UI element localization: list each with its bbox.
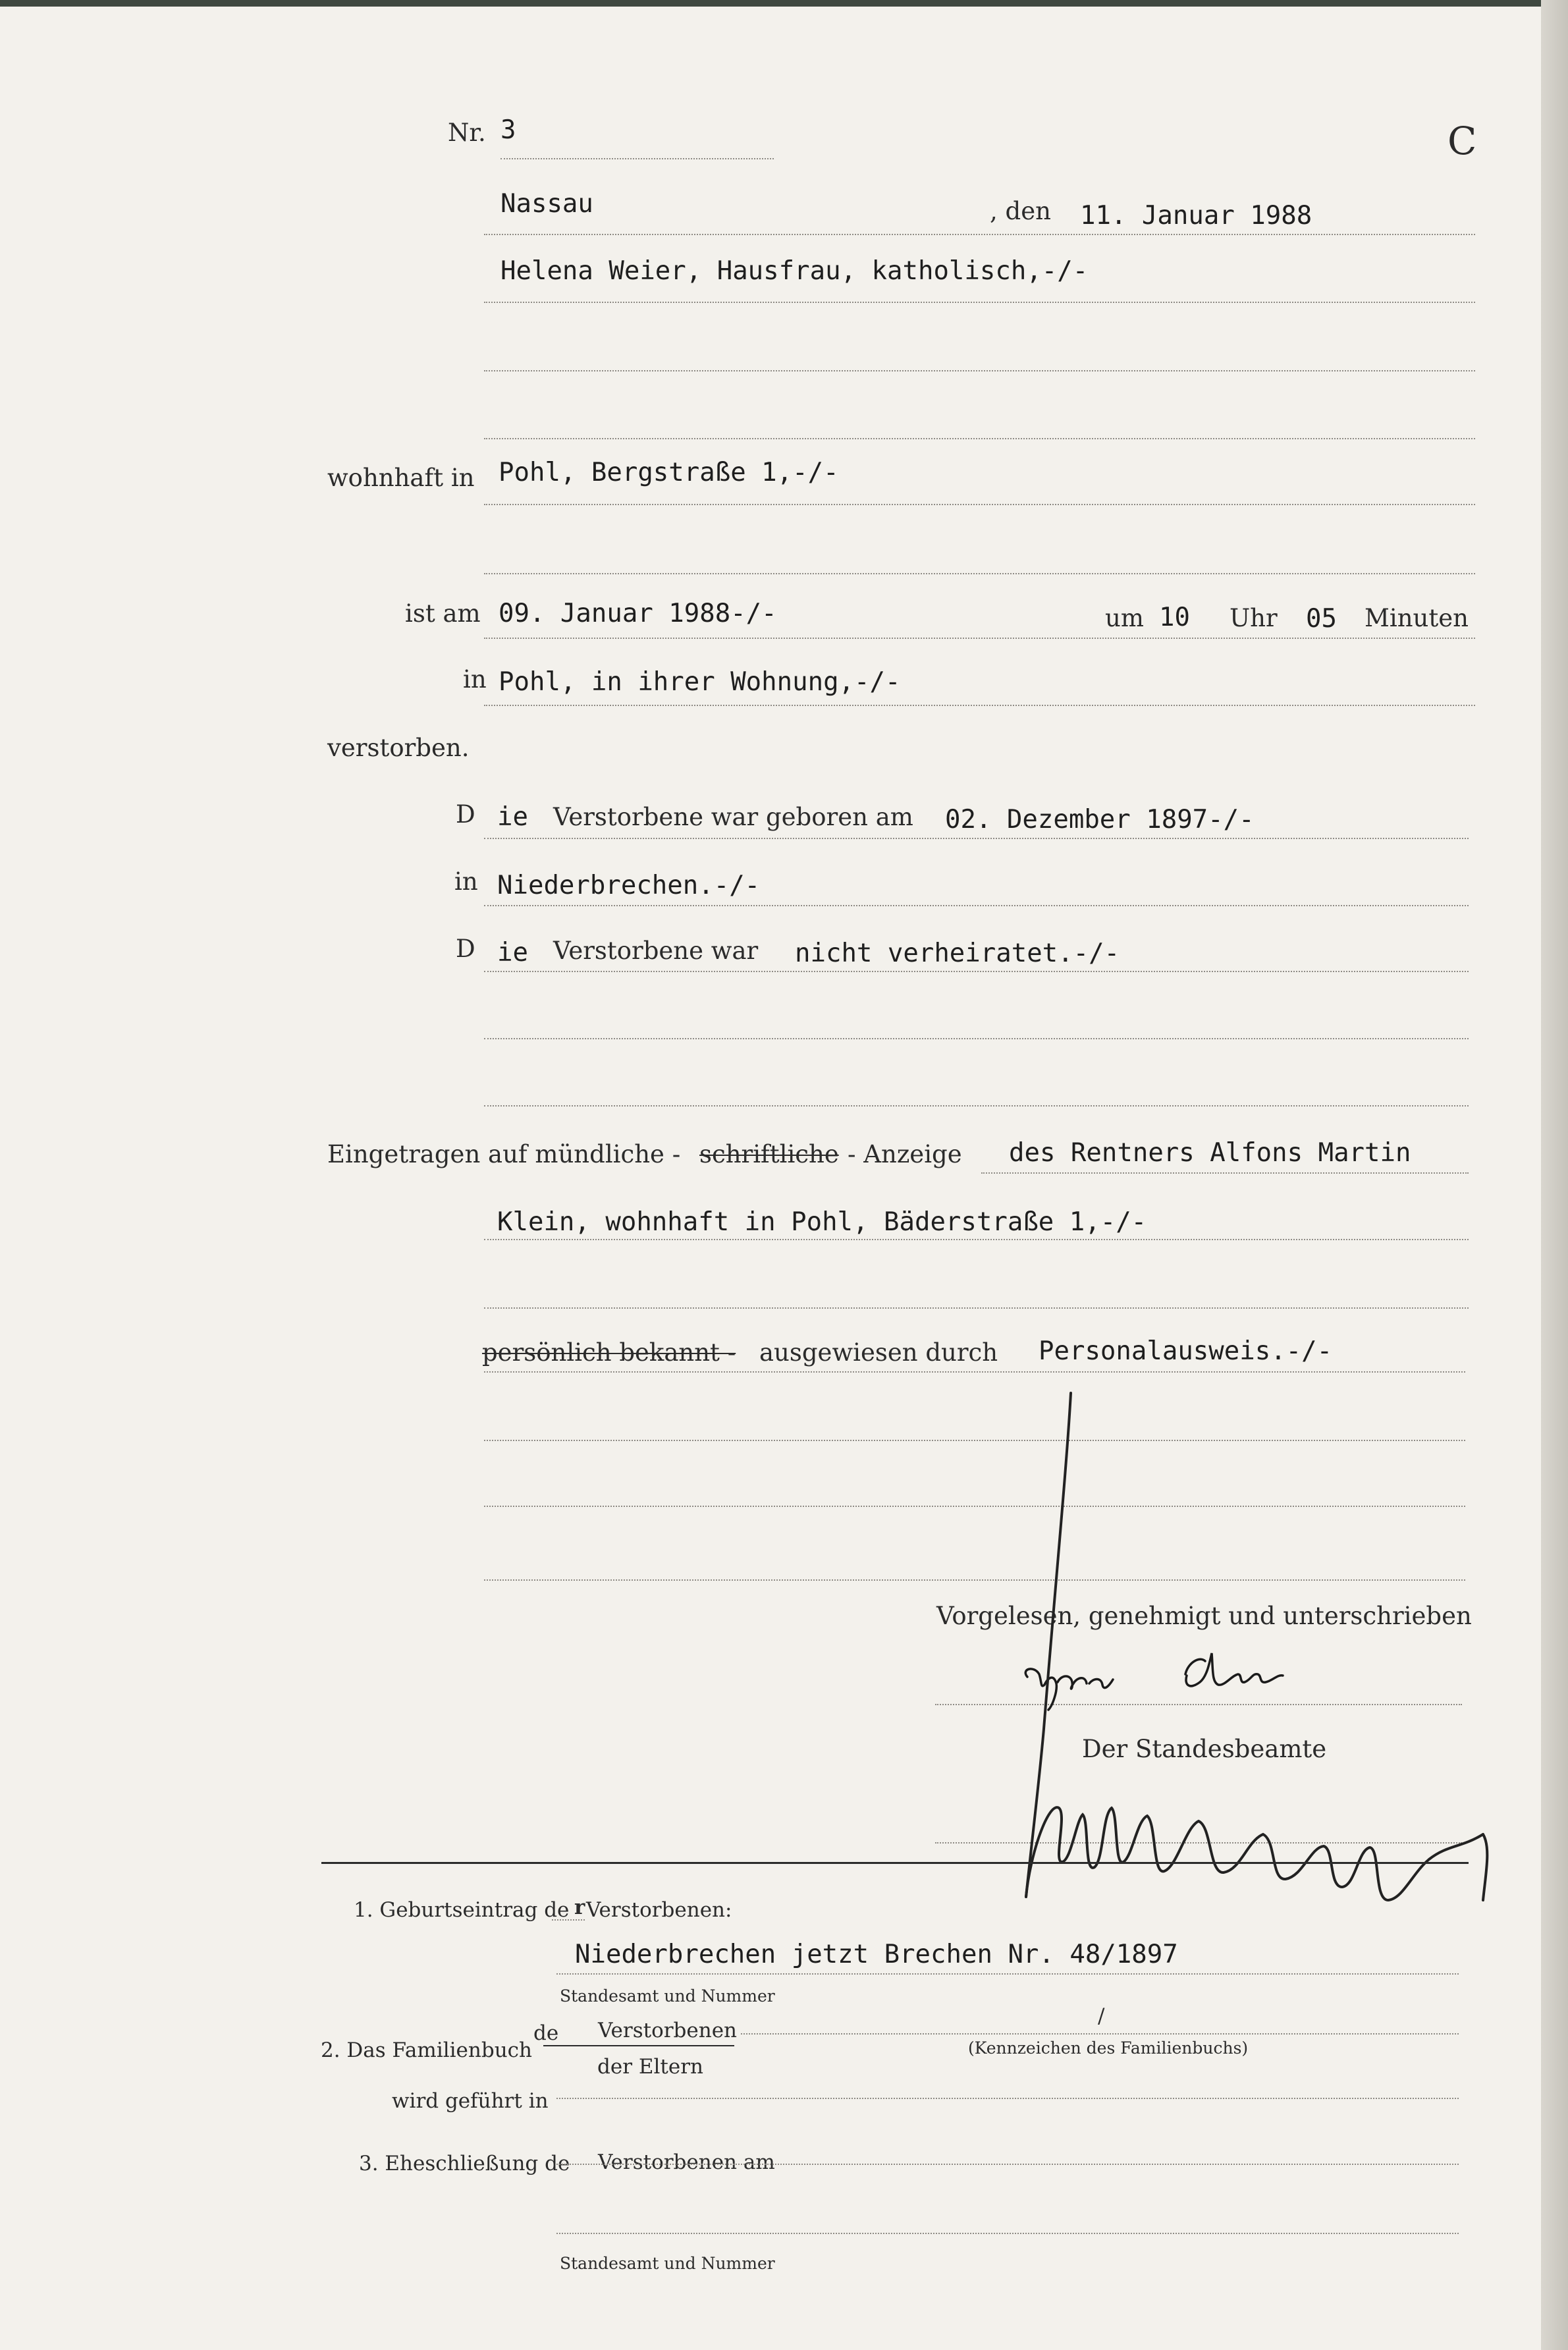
marital-text: Verstorbene war xyxy=(553,937,759,965)
birth-place: Niederbrechen.-/- xyxy=(497,871,761,900)
birth-in-label: in xyxy=(454,867,478,896)
residence-line-1 xyxy=(484,504,1475,505)
footer-item1-label: 1. Geburtseintrag de xyxy=(354,1898,570,1922)
footer-item3-label: 3. Eheschließung de xyxy=(359,2152,570,2175)
marital-d-prefix: D xyxy=(456,935,475,963)
footer-item2-slash: / xyxy=(1098,2004,1105,2028)
corner-letter: C xyxy=(1447,119,1477,163)
death-date-line xyxy=(484,638,1475,639)
footer-item2-line-2 xyxy=(556,2098,1459,2099)
marital-status: nicht verheiratet.-/- xyxy=(795,939,1120,968)
footer-standesamt-caption-2: Standesamt und Nummer xyxy=(560,2254,775,2273)
registrar-label: Der Standesbeamte xyxy=(1082,1735,1327,1763)
marital-line-2 xyxy=(484,1038,1469,1039)
marital-line-1 xyxy=(484,971,1469,972)
footer-item1-char-line xyxy=(552,1919,585,1921)
verstorben-label: verstorben. xyxy=(327,734,470,762)
report-line-3-rule xyxy=(484,1307,1469,1309)
birth-text: Verstorbene war geboren am xyxy=(553,803,913,831)
um-label: um xyxy=(1105,604,1144,632)
death-minutes: 05 xyxy=(1306,604,1337,634)
birth-date-line xyxy=(484,838,1469,839)
death-hour: 10 xyxy=(1159,603,1190,632)
entry-number-label: Nr. xyxy=(448,119,486,147)
footer-item2-label: 2. Das Familienbuch xyxy=(321,2038,533,2062)
register-date: 11. Januar 1988 xyxy=(1080,201,1312,231)
header-line-2 xyxy=(484,302,1475,303)
minuten-label: Minuten xyxy=(1365,604,1469,632)
ist-am-label: ist am xyxy=(405,599,481,628)
report-line-2-rule xyxy=(484,1239,1469,1240)
footer-item2-verstorbenen: Verstorbenen xyxy=(598,2019,738,2042)
identification-struck: persönlich bekannt - xyxy=(482,1338,736,1367)
residence-line-2 xyxy=(484,573,1475,574)
uhr-label: Uhr xyxy=(1230,604,1278,632)
header-line-4 xyxy=(484,438,1475,439)
death-place-line xyxy=(484,705,1475,706)
report-label-prefix: Eingetragen auf mündliche - xyxy=(327,1140,681,1168)
birth-date: 02. Dezember 1897-/- xyxy=(945,805,1255,834)
residence-label: wohnhaft in xyxy=(327,464,475,492)
footer-kennzeichen-caption: (Kennzeichen des Familienbuchs) xyxy=(968,2038,1249,2058)
page-edge-shadow xyxy=(1541,0,1568,2350)
footer-divider xyxy=(321,1862,1469,1864)
identification-value: Personalausweis.-/- xyxy=(1039,1336,1333,1366)
footer-item1-line xyxy=(556,1973,1459,1975)
birth-article: ie xyxy=(497,802,528,832)
report-struck-written: schriftliche xyxy=(699,1140,839,1168)
identification-line-1 xyxy=(484,1371,1465,1373)
birth-place-line xyxy=(484,905,1469,906)
report-label-suffix: - Anzeige xyxy=(848,1140,962,1168)
entry-number-line xyxy=(500,158,774,159)
approved-label: Vorgelesen, genehmigt und unterschrieben xyxy=(936,1602,1472,1630)
footer-item2-de: de xyxy=(533,2021,559,2045)
footer-item3-line-2 xyxy=(556,2233,1459,2234)
marital-line-3 xyxy=(484,1105,1469,1107)
entry-number: 3 xyxy=(500,115,516,145)
deceased-person: Helena Weier, Hausfrau, katholisch,-/- xyxy=(500,256,1089,286)
residence-value: Pohl, Bergstraße 1,-/- xyxy=(499,458,839,487)
footer-item2-fraction-rule xyxy=(543,2045,734,2046)
death-in-label: in xyxy=(463,665,487,694)
death-date: 09. Januar 1988-/- xyxy=(499,599,777,628)
footer-item3-text: Verstorbenen am xyxy=(598,2150,775,2174)
report-line-1: des Rentners Alfons Martin xyxy=(1009,1138,1411,1168)
register-place: Nassau xyxy=(500,189,593,219)
death-place: Pohl, in ihrer Wohnung,-/- xyxy=(499,667,901,697)
report-line-1-rule xyxy=(981,1172,1469,1174)
footer-item2-wird: wird geführt in xyxy=(392,2089,549,2113)
header-line-1 xyxy=(484,234,1475,235)
header-line-3 xyxy=(484,370,1475,371)
footer-item2-eltern: der Eltern xyxy=(597,2055,703,2079)
footer-item1-suffix-char: r xyxy=(574,1896,585,1919)
footer-item1-suffix: Verstorbenen: xyxy=(586,1898,732,1922)
report-line-2: Klein, wohnhaft in Pohl, Bäderstraße 1,-/- xyxy=(497,1207,1147,1237)
footer-item1-value: Niederbrechen jetzt Brechen Nr. 48/1897 xyxy=(575,1940,1178,1969)
footer-standesamt-caption: Standesamt und Nummer xyxy=(560,1986,775,2006)
den-label: , den xyxy=(990,197,1051,225)
marital-article: ie xyxy=(497,938,528,968)
identification-label: ausgewiesen durch xyxy=(759,1338,998,1367)
registrar-signature xyxy=(1008,1386,1501,1920)
birth-d-prefix: D xyxy=(456,800,475,829)
footer-item2-line xyxy=(741,2033,1459,2035)
footer-item3-line xyxy=(556,2164,1459,2165)
